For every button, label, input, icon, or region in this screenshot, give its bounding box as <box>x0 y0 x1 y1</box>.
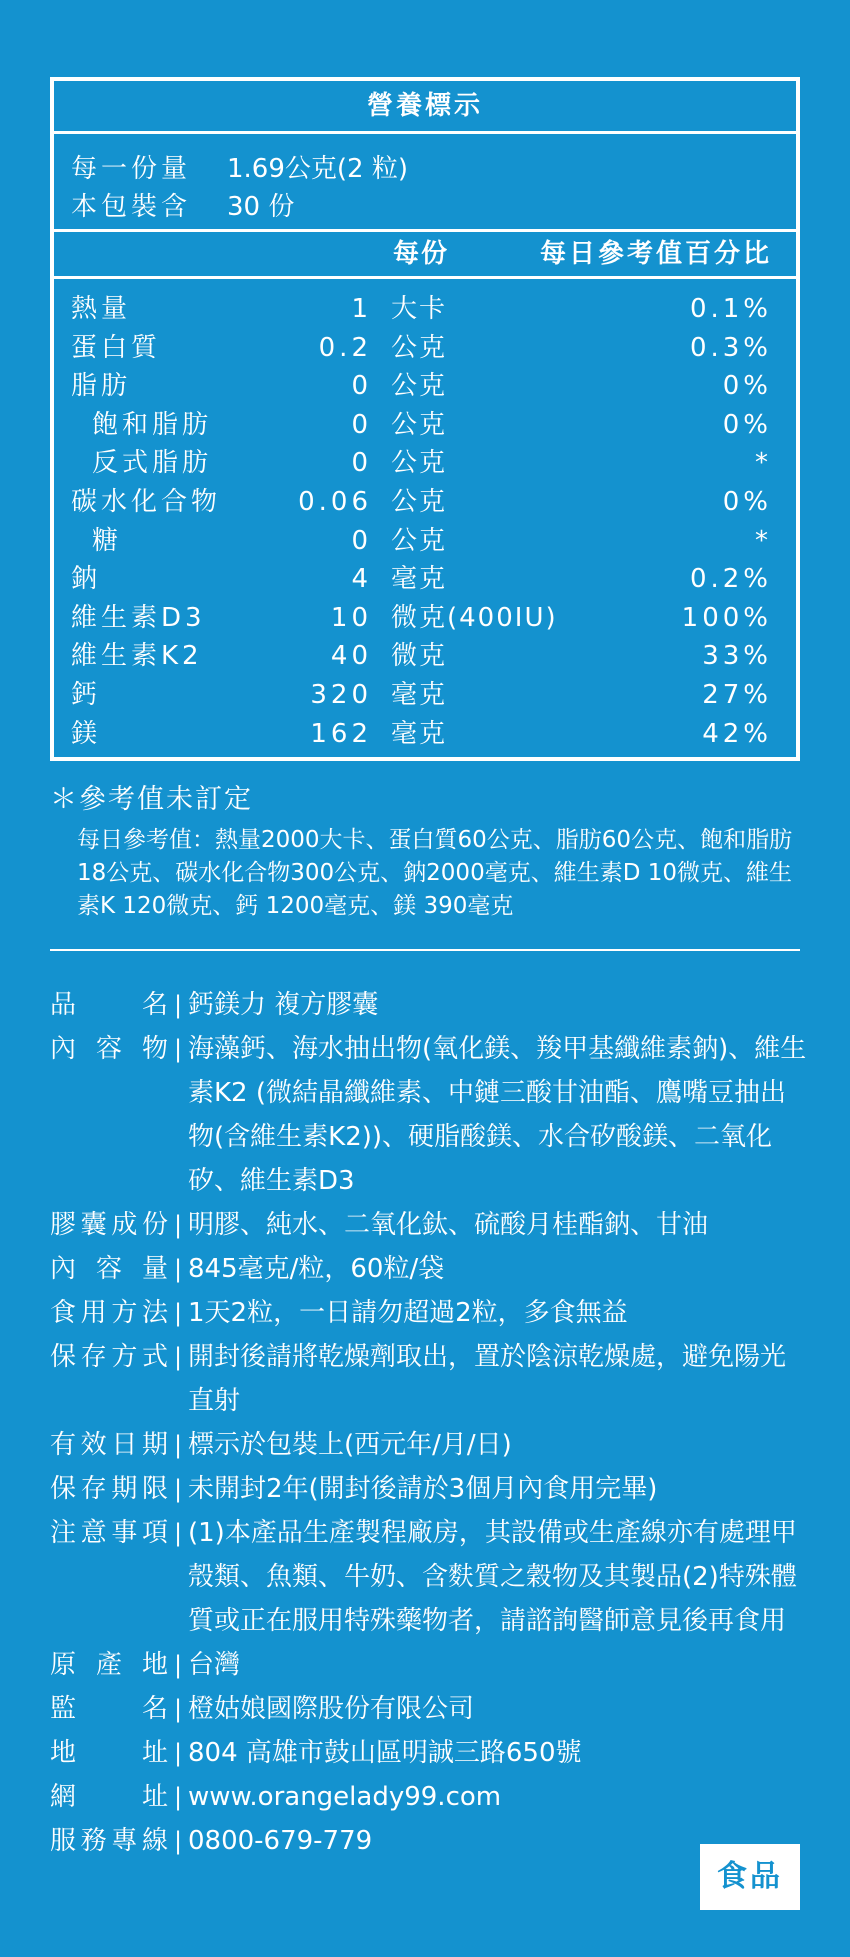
info-label: 網址 <box>50 1782 168 1812</box>
info-separator: | <box>173 1475 183 1503</box>
food-badge: 食品 <box>700 1844 800 1910</box>
nutrition-row <box>54 715 796 754</box>
nutrient-unit: 毫克 <box>391 564 448 595</box>
nutrient-name: 飽和脂肪 <box>92 409 213 440</box>
nutrient-unit: 微克 <box>391 641 448 672</box>
nutrient-value: 320 <box>310 679 372 710</box>
serving-info <box>54 134 796 232</box>
nutrient-daily-value: 42% <box>702 718 772 749</box>
nutrient-value: 4 <box>351 564 372 595</box>
nutrient-daily-value: * <box>755 448 772 479</box>
info-row <box>50 1423 810 1467</box>
info-value: 標示於包裝上(西元年/月/日) <box>188 1430 512 1460</box>
info-separator: | <box>173 1651 183 1679</box>
daily-value-header: 每日參考值百分比 <box>539 239 772 269</box>
info-separator: | <box>173 1431 183 1459</box>
info-label: 原產地 <box>50 1650 168 1680</box>
nutrient-unit: 公克 <box>391 486 448 517</box>
nutrient-name: 維生素D3 <box>71 602 206 633</box>
nutrition-row <box>54 406 796 445</box>
nutrient-daily-value: 0.2% <box>689 564 772 595</box>
info-separator: | <box>173 1211 183 1239</box>
nutrient-name: 熱量 <box>71 294 132 324</box>
info-row <box>50 1291 810 1335</box>
nutrient-value: 40 <box>330 641 372 672</box>
nutrient-daily-value: 0.3% <box>689 332 772 363</box>
info-label: 地址 <box>50 1738 168 1768</box>
info-row <box>50 1335 810 1423</box>
info-row <box>50 1687 810 1731</box>
nutrition-row <box>54 444 796 483</box>
info-row <box>50 1643 810 1687</box>
nutrition-row <box>54 367 796 406</box>
nutrient-daily-value: 100% <box>681 602 772 633</box>
nutrient-daily-value: 0.1% <box>689 294 772 324</box>
info-separator: | <box>173 1695 183 1723</box>
nutrition-row <box>54 290 796 329</box>
servings-label: 本包裝含 <box>71 192 192 222</box>
nutrition-title: 營養標示 <box>54 81 796 134</box>
nutrition-row <box>54 599 796 638</box>
info-label: 保存期限 <box>50 1474 168 1504</box>
nutrient-name: 反式脂肪 <box>92 448 213 479</box>
nutrient-name: 碳水化合物 <box>71 486 222 517</box>
nutrient-unit: 大卡 <box>391 294 448 324</box>
info-label: 品名 <box>50 990 168 1020</box>
servings-value: 30 份 <box>227 192 295 222</box>
nutrition-row <box>54 483 796 522</box>
info-row <box>50 1775 810 1819</box>
info-value: 804 高雄市鼓山區明誠三路650號 <box>188 1738 582 1768</box>
nutrient-unit: 公克 <box>391 371 448 402</box>
info-value: 0800-679-779 <box>188 1826 373 1856</box>
nutrient-value: 0.2 <box>318 332 372 363</box>
info-value: (1)本產品生產製程廠房，其設備或生產線亦有處理甲殼類、魚類、牛奶、含麩質之穀物及其製品(2)特殊體質或正在服用特殊藥物者，請諮詢醫師意見後再食用 <box>188 1518 797 1636</box>
nutrition-row <box>54 637 796 676</box>
product-info-list <box>50 983 810 1863</box>
section-divider <box>50 949 800 951</box>
info-value: 未開封2年(開封後請於3個月內食用完畢) <box>188 1474 658 1504</box>
info-row <box>50 983 810 1027</box>
info-value: 橙姑娘國際股份有限公司 <box>188 1694 475 1724</box>
nutrient-daily-value: 27% <box>702 679 772 710</box>
info-value: 1天2粒，一日請勿超過2粒，多食無益 <box>188 1298 628 1328</box>
info-label: 有效日期 <box>50 1430 168 1460</box>
info-separator: | <box>173 1255 183 1283</box>
info-value: 台灣 <box>188 1650 241 1680</box>
info-separator: | <box>173 1739 183 1767</box>
nutrient-daily-value: 0% <box>722 486 772 517</box>
info-row <box>50 1027 810 1203</box>
nutrition-row <box>54 522 796 561</box>
info-row <box>50 1819 810 1863</box>
nutrition-rows <box>54 279 796 753</box>
info-value: 鈣鎂力 複方膠囊 <box>188 990 379 1020</box>
info-value: 開封後請將乾燥劑取出，置於陰涼乾燥處，避免陽光直射 <box>188 1342 787 1416</box>
info-label: 監名 <box>50 1694 168 1724</box>
info-row <box>50 1511 810 1643</box>
info-separator: | <box>173 1343 183 1371</box>
nutrition-row <box>54 560 796 599</box>
nutrient-unit: 微克(400IU) <box>391 602 558 633</box>
nutrient-name: 蛋白質 <box>71 332 162 363</box>
reference-notes <box>50 780 810 923</box>
nutrition-table <box>50 77 800 761</box>
serving-size-label: 每一份量 <box>71 154 192 184</box>
nutrient-daily-value: 0% <box>722 409 772 440</box>
info-label: 保存方式 <box>50 1342 168 1372</box>
info-row <box>50 1203 810 1247</box>
notes-body: 每日參考值：熱量2000大卡、蛋白質60公克、脂肪60公克、飽和脂肪18公克、碳水化合物300公克、鈉2000毫克、維生素D 10微克、維生素K 120微克、鈣 1200毫克、鎂 390毫克 <box>77 827 793 919</box>
info-label: 膠囊成份 <box>50 1210 168 1240</box>
info-label: 注意事項 <box>50 1518 168 1548</box>
info-separator: | <box>173 1299 183 1327</box>
nutrient-name: 鈉 <box>71 564 102 595</box>
nutrient-name: 脂肪 <box>71 371 132 402</box>
nutrient-value: 0.06 <box>298 486 372 517</box>
nutrient-unit: 公克 <box>391 332 448 363</box>
nutrient-daily-value: 0% <box>722 371 772 402</box>
nutrient-unit: 公克 <box>391 525 448 556</box>
nutrient-value: 0 <box>351 525 372 556</box>
info-separator: | <box>173 1827 183 1855</box>
info-value: 845毫克/粒，60粒/袋 <box>188 1254 445 1284</box>
nutrition-row <box>54 329 796 368</box>
nutrient-value: 0 <box>351 371 372 402</box>
info-label: 內容物 <box>50 1034 168 1064</box>
per-serving-header: 每份 <box>393 239 450 269</box>
info-row <box>50 1467 810 1511</box>
info-value: www.orangelady99.com <box>188 1782 502 1812</box>
info-label: 食用方法 <box>50 1298 168 1328</box>
nutrient-daily-value: 33% <box>702 641 772 672</box>
info-row <box>50 1247 810 1291</box>
info-separator: | <box>173 991 183 1019</box>
info-value: 明膠、純水、二氧化鈦、硫酸月桂酯鈉、甘油 <box>188 1210 709 1240</box>
info-label: 服務專線 <box>50 1826 168 1856</box>
info-label: 內容量 <box>50 1254 168 1284</box>
nutrition-column-header <box>54 232 796 279</box>
info-value: 海藻鈣、海水抽出物(氧化鎂、羧甲基纖維素鈉)、維生素K2 (微結晶纖維素、中鏈三酸甘油酯、鷹嘴豆抽出物(含維生素K2))、硬脂酸鎂、水合矽酸鎂、二氧化矽、維生素D3 <box>188 1034 807 1196</box>
nutrient-name: 糖 <box>92 525 123 556</box>
nutrient-unit: 公克 <box>391 409 448 440</box>
nutrient-unit: 公克 <box>391 448 448 479</box>
nutrient-name: 維生素K2 <box>71 641 203 672</box>
nutrient-value: 0 <box>351 448 372 479</box>
nutrition-row <box>54 676 796 715</box>
info-separator: | <box>173 1519 183 1547</box>
nutrient-unit: 毫克 <box>391 679 448 710</box>
nutrient-name: 鈣 <box>71 679 102 710</box>
info-separator: | <box>173 1783 183 1811</box>
info-separator: | <box>173 1035 183 1063</box>
nutrient-daily-value: * <box>755 525 772 556</box>
serving-size-value: 1.69公克(2 粒) <box>227 154 408 184</box>
nutrient-value: 10 <box>330 602 372 633</box>
nutrient-unit: 毫克 <box>391 718 448 749</box>
nutrient-name: 鎂 <box>71 718 102 749</box>
notes-head: ＊參考值未訂定 <box>50 784 253 815</box>
nutrient-value: 0 <box>351 409 372 440</box>
info-row <box>50 1731 810 1775</box>
nutrient-value: 1 <box>351 294 372 324</box>
nutrient-value: 162 <box>310 718 372 749</box>
